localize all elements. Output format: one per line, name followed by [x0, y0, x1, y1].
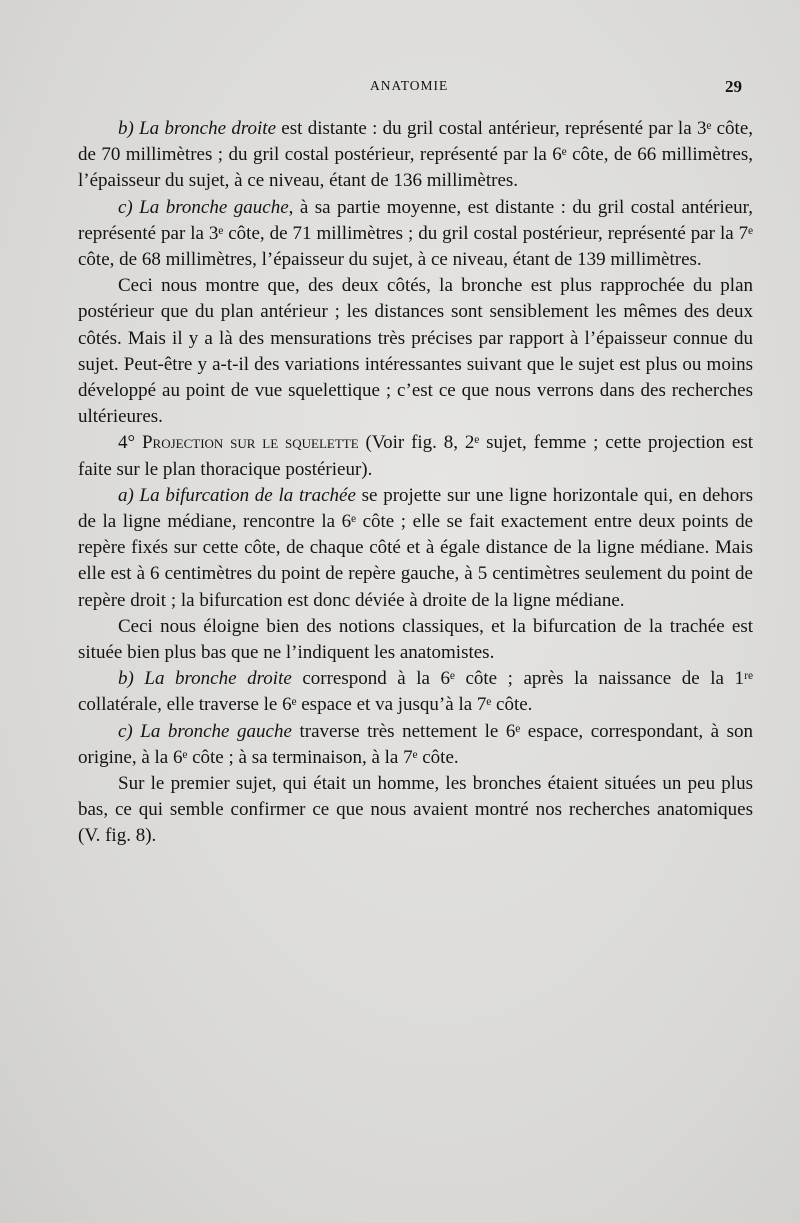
paragraph-text: se projette sur une ligne horizontale qui, en dehors de la ligne médiane, rencontre la 6ᵉ côte ; elle se fait exactement entre deux points de repère fixés sur cette côte, de chaque côté et à égale distance de la ligne médiane. Mais elle est à 6 centimètres du point de repère gauche, à 5 centimètres seulement du point de repère droit ; la bifurcation est donc déviée à droite de la ligne médiane. [78, 484, 753, 611]
paragraph-lead: b) La bronche droite [118, 668, 292, 690]
paragraph-text: , à sa partie moyenne, est distante : du gril costal antérieur, représenté par la 3ᵉ côte, de 71 millimètres ; du gril costal postérieur, représenté par la 7ᵉ côte, de 68 millimètres, l’épaisseur du sujet, à ce niveau, étant de 139 millimètres. [78, 196, 753, 271]
paragraph-lead: c) La bronche gauche [118, 720, 292, 742]
paragraph-projection-heading [78, 430, 753, 482]
section-heading: Projection sur le squelette [141, 432, 359, 454]
paragraph-text: est distante : du gril costal antérieur, représenté par la 3ᵉ côte, de 70 millimètres ; du gril costal postérieur, représenté par la 6ᵉ côte, de 66 millimètres, l’épaisseur du sujet, à ce niveau, étant de 136 millimètres. [78, 118, 753, 192]
paragraph-text: Sur le premier sujet, qui était un homme, les bronches étaient situées un peu plus bas, ce qui semble confirmer ce que nous avaient montré nos recherches anatomiques (V. fig. 8). [78, 773, 753, 847]
paragraph-comparison [78, 273, 753, 430]
paragraph-right-bronchus-distance [78, 116, 753, 195]
running-title: ANATOMIE [370, 78, 449, 93]
paragraph-classical-notions [78, 614, 753, 666]
page-header [0, 78, 800, 100]
paragraph-text: correspond à la 6ᵉ côte ; après la naissance de la 1ʳᵉ collatérale, elle traverse le 6ᵉ espace et va jusqu’à la 7ᵉ côte. [78, 668, 753, 716]
paragraph-left-bronchus-projection [78, 719, 753, 771]
paragraph-left-bronchus-distance [78, 195, 753, 274]
page-number: 29 [725, 77, 742, 96]
paragraph-text: Ceci nous éloigne bien des notions classiques, et la bifurcation de la trachée est située bien plus bas que ne l’indiquent les anatomistes. [78, 615, 753, 664]
paragraph-right-bronchus-projection [78, 666, 753, 718]
paragraph-text: traverse très nettement le 6ᵉ espace, correspondant, à son origine, à la 6ᵉ côte ; à sa terminaison, à la 7ᵉ côte. [78, 720, 753, 768]
paragraph-tracheal-bifurcation [78, 483, 753, 614]
section-number: 4° [118, 432, 142, 454]
paragraph-lead: a) La bifurcation de la trachée [118, 484, 356, 506]
paragraph-lead: c) La bronche gauche [118, 196, 289, 218]
paragraph-first-subject [78, 771, 753, 850]
paragraph-text: Ceci nous montre que, des deux côtés, la bronche est plus rapprochée du plan postérieur que du plan antérieur ; les distances sont sensiblement les mêmes des deux côtés. Mais il y a là des mensurations très précises par rapport à l’épaisseur connue du sujet. Peut-être y a-t-il des variations intéressantes suivant que le sujet est plus ou moins développé au point de vue squelettique ; c’est ce que nous verrons dans des recherches ultérieures. [78, 275, 753, 428]
paragraph-text: (Voir fig. 8, 2ᵉ sujet, femme ; cette projection est faite sur le plan thoracique postérieur). [78, 432, 753, 480]
body-text [78, 116, 753, 850]
paragraph-lead: b) La bronche droite [118, 118, 277, 139]
